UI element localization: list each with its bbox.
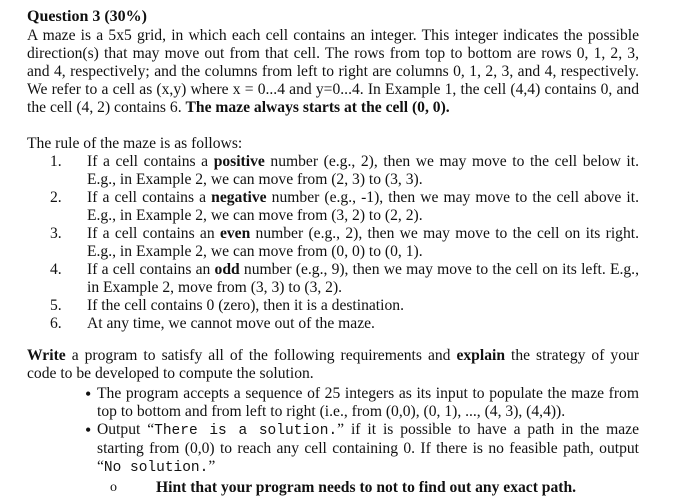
rule-number: 2.	[50, 189, 62, 206]
rule-number: 6.	[50, 315, 62, 332]
task-paragraph: Write a program to satisfy all of the following requirements and explain the strategy of your code to be developed to compute the solution.	[27, 347, 639, 382]
rule-text: If a cell contains an even number (e.g., 2), then we may move to the cell on its right. E.g., in Example 2, we can move from (0, 0) to (0, 1).	[87, 225, 639, 260]
intro-text: A maze is a 5x5 grid, in which each cell contains an integer. This integer indicates the possible direction(s) that may move out from that cell. The rows from top to bottom are rows 0, 1, 2, 3, and 4, respectively; and the columns from left to right are columns 0, 1, 2, 3, and 4, respectively. We refer to a cell as (x,y) where x = 0...4 and y=0...4. In Example 1, the cell (4,4) contains 0, and the cell (4, 2) contains 6.	[27, 27, 639, 116]
rule-text: If a cell contains an odd number (e.g., 9), then we may move to the cell on its left. E.g., in Example 2, move from (3, 3) to (3, 2).	[87, 261, 639, 296]
rule-number: 3.	[50, 225, 62, 242]
intro-bold-text: The maze always starts at the cell (0, 0).	[185, 99, 450, 116]
rule-text: At any time, we cannot move out of the maze.	[87, 315, 375, 332]
requirement-text: The program accepts a sequence of 25 integers as its input to populate the maze from top to bottom and from left to right (i.e., from (0,0), (0, 1), ..., (4, 3), (4,4)).	[97, 385, 639, 420]
bullet-icon: •	[85, 420, 92, 440]
rule-number: 1.	[50, 153, 62, 170]
circle-bullet-icon: o	[110, 480, 117, 495]
hint-text: Hint that your program needs to not to find out any exact path.	[156, 479, 577, 496]
intro-paragraph	[27, 27, 639, 117]
rule-text: If a cell contains a positive number (e.g., 2), then we may move to the cell below it. E.g., in Example 2, we can move from (2, 3) to (3, 3).	[87, 153, 639, 188]
rule-number: 4.	[50, 261, 62, 278]
rules-intro: The rule of the maze is as follows:	[27, 135, 243, 152]
rule-text: If the cell contains 0 (zero), then it is a destination.	[87, 297, 404, 314]
question-heading: Question 3 (30%)	[27, 8, 147, 25]
rule-number: 5.	[50, 297, 62, 314]
rule-text: If a cell contains a negative number (e.g., -1), then we may move to the cell above it. E.g., in Example 2, we can move from (3, 2) to (2, 2).	[87, 189, 639, 224]
requirement-text: Output “There is a solution.” if it is possible to have a path in the maze starting from (0,0) to reach any cell containing 0. If there is no feasible path, output “No solution.”	[97, 421, 640, 476]
bullet-icon: •	[85, 384, 92, 404]
